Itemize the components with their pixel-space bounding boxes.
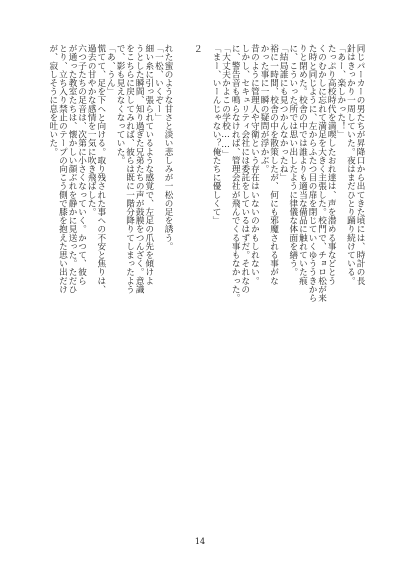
text-column: かった事に一瞬の疑問が浮かぶ。 bbox=[259, 44, 269, 173]
text-column: 裕に一時間、校舎の中を散策したが、何にも邪魔される事がな bbox=[268, 44, 279, 285]
text-column: 針はきっかり一周していた。夜はまだひとり踊り続けている。 bbox=[345, 44, 356, 285]
text-column: 細い糸に引っ張られているような感覚で、左足の爪先を傾けよ bbox=[143, 44, 154, 285]
text-column: が、寂しそうに息を吐いた。 bbox=[47, 44, 58, 156]
text-column: で、影も見えなくなっていた。 bbox=[115, 44, 125, 165]
text-column: 「大丈夫かよこの学校……」 bbox=[220, 44, 231, 159]
section-number: ２ bbox=[191, 44, 202, 53]
text-column: うとした瞬間、知り過ぎた兄弟たちの声が鼓膜をつんざく。意識 bbox=[134, 44, 145, 294]
text-column: とり、立ち入り禁止のテープの向こう側で膝を抱えた思い出だけ bbox=[57, 44, 68, 294]
text-column: 「一松、いくぞー」 bbox=[153, 44, 164, 122]
text-column: たっぷり高校時代を満喫したおれ達は、声を潜める事などとう bbox=[326, 44, 337, 285]
text-column: れた蜜のような甘さと淡い悲しみが一松の足を誘う。 bbox=[163, 44, 173, 251]
text-column: しかし、セキュリティ会社には委託をしているはずだ。それなの bbox=[239, 44, 250, 294]
text-column: 「あー、楽しかった！」 bbox=[335, 44, 346, 139]
text-column: 過去の甘やかな感情を一気に吹き飛ばした。 bbox=[86, 44, 97, 216]
text-column: た時と同じように、左からふたつ目の扉を閉じていくゆううきから bbox=[307, 44, 317, 302]
text-column: くのむかしに忘れて満足を大きく主張した。校門で、チョロ松が来 bbox=[316, 44, 327, 302]
text-column: に、こういった所では思い出したように律儀な体面を繕う。 bbox=[287, 44, 298, 277]
text-column: 「結局誰にも見つかんなかったね」 bbox=[278, 44, 289, 182]
text-body bbox=[47, 44, 366, 512]
text-column: 同じパーカーの男たちが昇降口から出てきた頃には、時計の長 bbox=[355, 44, 365, 285]
text-column: が通った教室たちは、懐かしい顔ぶれを静かに見送った。ただひ bbox=[67, 44, 77, 294]
text-column: 慌てて、足を下へと向ける。取り残された事への不安と焦りは、 bbox=[95, 44, 106, 294]
text-column: 「あ、うん」 bbox=[105, 44, 116, 96]
text-column: 「まー、いーんじゃない？俺たちに優しくて」 bbox=[211, 44, 221, 225]
text-column: をこちらに戻してみれば、彼らは既に一階分降りてしまったよう bbox=[124, 44, 135, 294]
page-number: 14 bbox=[194, 537, 206, 546]
text-column: 六つ子たちの足音は、次第に小さくなっていく。かつて、彼ら bbox=[76, 44, 87, 285]
text-column: 昔のように管理人や守衛という存在はいないのかもしれない。 bbox=[249, 44, 260, 285]
text-column: に、警告音も鳴らなければ、管理会社が飛んでくる事もなかった。 bbox=[230, 44, 241, 302]
text-column: りと閉めた。校舎の中では誰よりも適当な備品に触れていた痕 bbox=[297, 44, 308, 285]
